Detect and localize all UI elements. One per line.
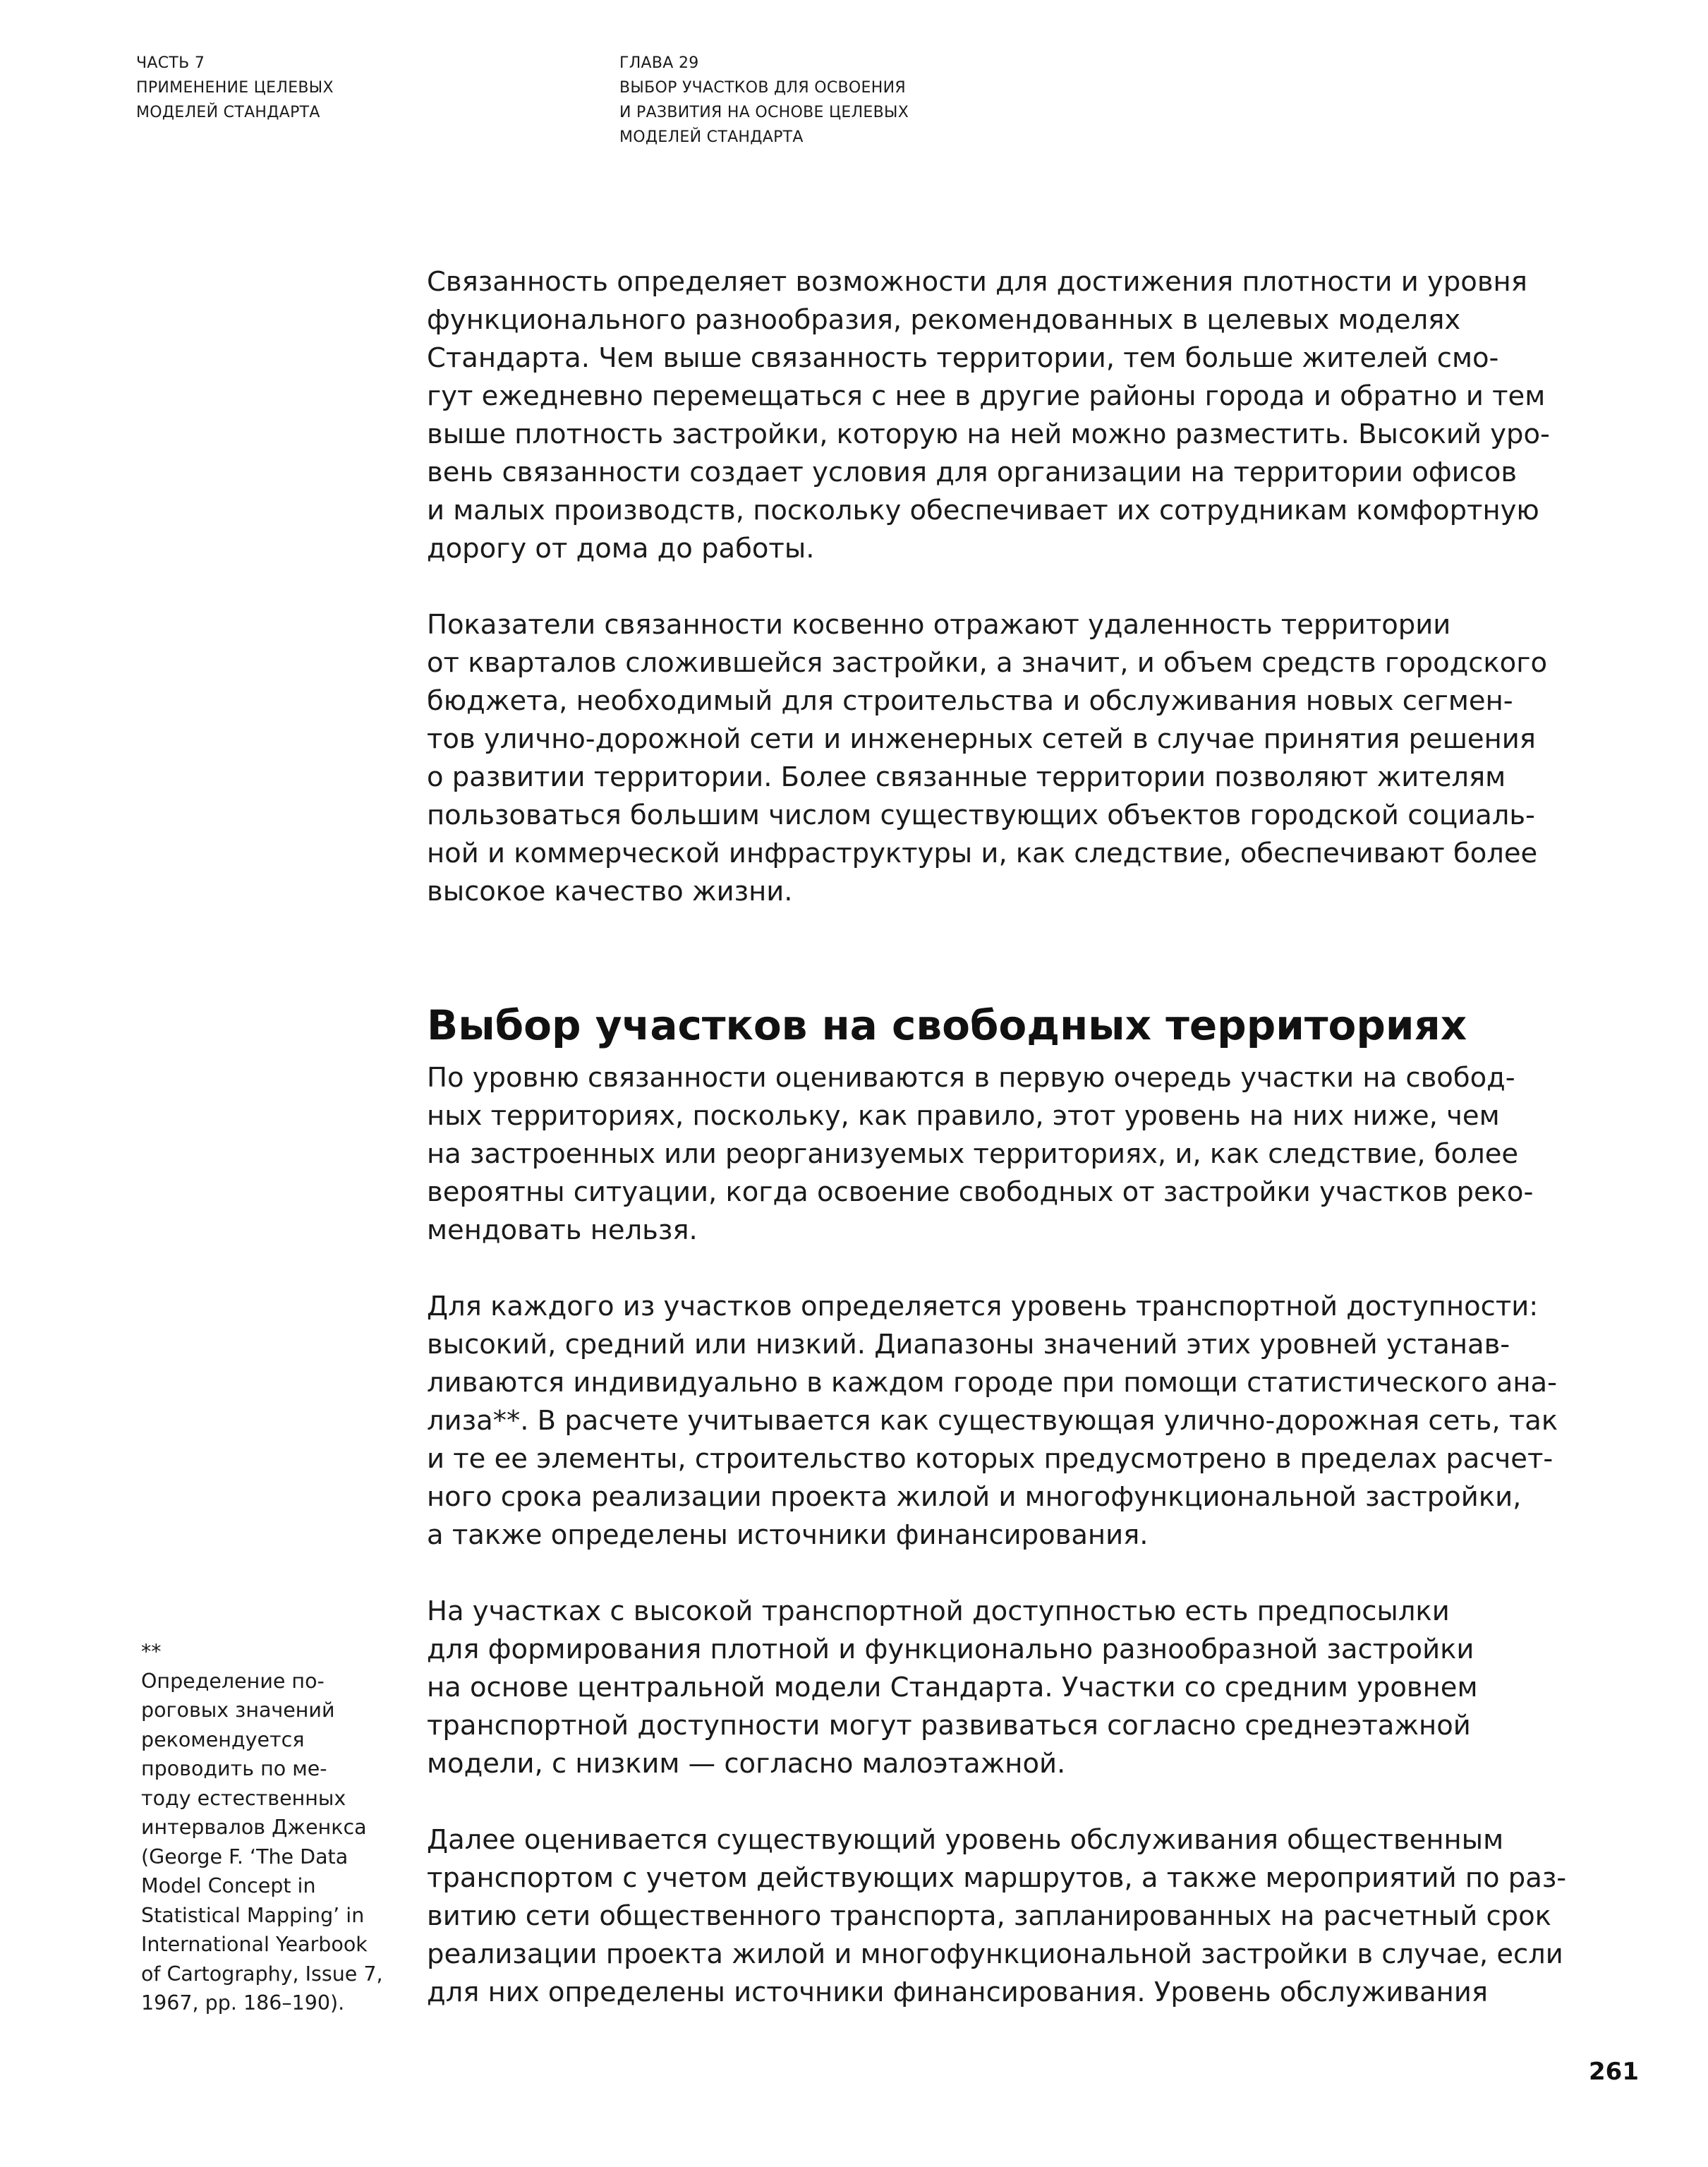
footnote-line: International Yearbook <box>141 1933 368 1956</box>
text-line: от кварталов сложившейся застройки, а значит, и объем средств городского <box>427 647 1548 679</box>
text-line: ных территориях, поскольку, как правило, этот уровень на них ниже, чем <box>427 1100 1500 1132</box>
text-line: Связанность определяет возможности для достижения плотности и уровня <box>427 266 1527 298</box>
running-head-line: ЧАСТЬ 7 <box>136 54 205 72</box>
footnote-line: Statistical Mapping’ in <box>141 1903 365 1927</box>
footnote-line: 1967, pp. 186–190). <box>141 1991 345 2015</box>
footnote-line: Определение по- <box>141 1669 325 1693</box>
text-line: Стандарта. Чем выше связанность территории, тем больше жителей смо- <box>427 342 1499 374</box>
text-line: вень связанности создает условия для организации на территории офисов <box>427 457 1518 488</box>
text-line: мендовать нельзя. <box>427 1214 698 1246</box>
page-number: 261 <box>1589 2058 1639 2086</box>
text-line: и малых производств, поскольку обеспечивает их сотрудникам комфортную <box>427 495 1539 526</box>
footnote-line: тоду естественных <box>141 1786 346 1810</box>
text-line: дорогу от дома до работы. <box>427 533 815 565</box>
text-line: По уровню связанности оцениваются в первую очередь участки на свобод- <box>427 1062 1515 1094</box>
paragraph <box>427 606 1556 911</box>
footnote-line: Model Concept in <box>141 1874 316 1897</box>
text-line: вероятны ситуации, когда освоение свободных от застройки участков реко- <box>427 1176 1534 1208</box>
text-line: тов улично-дорожной сети и инженерных сетей в случае принятия решения <box>427 723 1536 755</box>
text-line: витию сети общественного транспорта, запланированных на расчетный срок <box>427 1900 1551 1932</box>
running-head-line: МОДЕЛЕЙ СТАНДАРТА <box>136 104 320 121</box>
running-head-line: ПРИМЕНЕНИЕ ЦЕЛЕВЫХ <box>136 79 334 97</box>
text-line: выше плотность застройки, которую на ней можно разместить. Высокий уро- <box>427 418 1550 450</box>
text-line: бюджета, необходимый для строительства и обслуживания новых сегмен- <box>427 685 1513 717</box>
text-line: пользоваться большим числом существующих объектов городской социаль- <box>427 799 1535 831</box>
footnote-line: of Cartography, Issue 7, <box>141 1962 383 1986</box>
paragraph <box>427 1821 1567 2012</box>
text-line: на основе центральной модели Стандарта. Участки со средним уровнем <box>427 1672 1478 1703</box>
text-line: ного срока реализации проекта жилой и многофункциональной застройки, <box>427 1481 1522 1513</box>
running-head-line: И РАЗВИТИЯ НА ОСНОВЕ ЦЕЛЕВЫХ <box>619 104 909 121</box>
footnote-line: рекомендуется <box>141 1727 305 1751</box>
text-line: а также определены источники финансирования. <box>427 1519 1149 1551</box>
text-line: для формирования плотной и функционально разнообразной застройки <box>427 1634 1474 1665</box>
running-head-chapter <box>619 51 1156 150</box>
text-line: На участках с высокой транспортной доступностью есть предпосылки <box>427 1595 1450 1627</box>
text-line: функционального разнообразия, рекомендованных в целевых моделях <box>427 304 1461 336</box>
text-line: для них определены источники финансирования. Уровень обслуживания <box>427 1976 1489 2008</box>
paragraph <box>427 1059 1556 1250</box>
text-line: и те ее элементы, строительство которых предусмотрено в пределах расчет- <box>427 1443 1553 1475</box>
footnote-marker: ** <box>141 1640 162 1663</box>
footnote-line: интервалов Дженкса <box>141 1816 367 1839</box>
section-heading: Выбор участков на свободных территориях <box>427 1001 1467 1049</box>
footnote-line: роговых значений <box>141 1698 335 1722</box>
text-line: на застроенных или реорганизуемых территориях, и, как следствие, более <box>427 1138 1519 1170</box>
footnote-line: проводить по ме- <box>141 1757 327 1780</box>
running-head-part <box>136 51 574 125</box>
text-line: ной и коммерческой инфраструктуры и, как следствие, обеспечивают более <box>427 838 1538 869</box>
text-line: лиза**. В расчете учитывается как существующая улично-дорожная сеть, так <box>427 1405 1558 1437</box>
paragraph <box>427 1288 1556 1555</box>
paragraph <box>427 263 1556 568</box>
text-line: Далее оценивается существующий уровень обслуживания общественным <box>427 1824 1504 1856</box>
text-line: о развитии территории. Более связанные территории позволяют жителям <box>427 761 1506 793</box>
text-line: Показатели связанности косвенно отражают удаленность территории <box>427 609 1451 641</box>
section-text <box>427 1059 1567 2012</box>
text-line: высокий, средний или низкий. Диапазоны значений этих уровней устанав- <box>427 1329 1510 1360</box>
text-line: гут ежедневно перемещаться с нее в другие районы города и обратно и тем <box>427 380 1546 412</box>
text-line: реализации проекта жилой и многофункциональной застройки в случае, если <box>427 1938 1563 1970</box>
footnote-line: (George F. ‘The Data <box>141 1845 349 1869</box>
text-line: ливаются индивидуально в каждом городе при помощи статистического ана- <box>427 1367 1557 1399</box>
running-head-line: МОДЕЛЕЙ СТАНДАРТА <box>619 128 804 146</box>
footnote <box>141 1637 409 2018</box>
running-head-line: ГЛАВА 29 <box>619 54 699 72</box>
text-line: высокое качество жизни. <box>427 876 793 907</box>
text-line: транспортной доступности могут развиваться согласно среднеэтажной <box>427 1710 1471 1742</box>
text-line: транспортом с учетом действующих маршрутов, а также мероприятий по раз- <box>427 1862 1567 1894</box>
running-head-line: ВЫБОР УЧАСТКОВ ДЛЯ ОСВОЕНИЯ <box>619 79 906 97</box>
paragraph <box>427 1593 1556 1783</box>
text-line: Для каждого из участков определяется уровень транспортной доступности: <box>427 1291 1539 1322</box>
text-line: модели, с низким — согласно малоэтажной. <box>427 1748 1066 1780</box>
intro-text <box>427 263 1556 911</box>
